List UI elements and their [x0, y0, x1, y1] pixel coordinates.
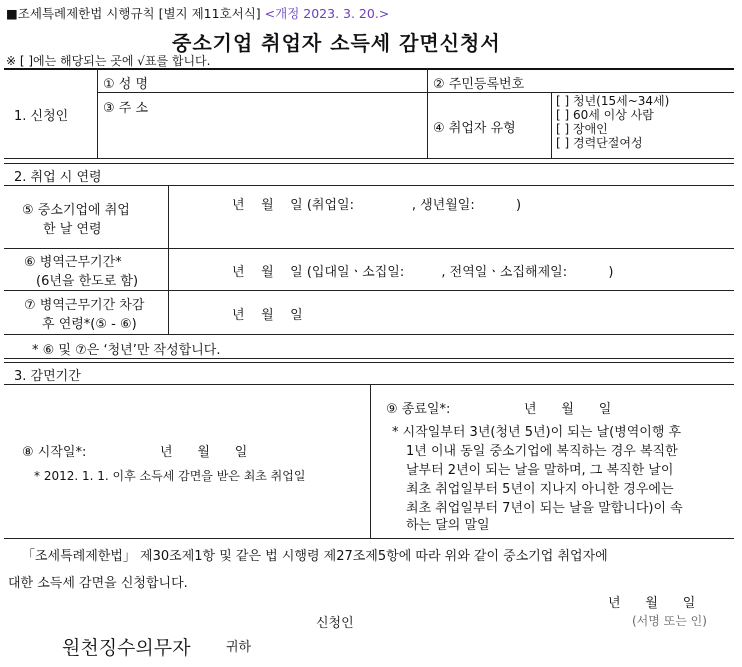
- worker-type-option-youth[interactable]: [ ] 청년(15세~34세): [556, 94, 670, 108]
- divider: [4, 358, 734, 359]
- rrn-field[interactable]: ② 주민등록번호: [433, 77, 525, 92]
- row7-label: ⑦ 병역근무기간 차감: [24, 298, 145, 313]
- worker-type-option-career-break-woman[interactable]: [ ] 경력단절여성: [556, 136, 643, 150]
- row6-label: ⑥ 병역근무기간*: [24, 255, 122, 270]
- end-date-note: 최초 취업일부터 7년이 되는 날을 말합니다)이 속: [406, 501, 683, 516]
- checkbox-instruction: ※ [ ]에는 해당되는 곳에 √표를 합니다.: [6, 54, 211, 68]
- divider: [97, 92, 734, 93]
- end-date-note: 최초 취업일부터 5년이 지나지 아니한 경우에는: [406, 482, 674, 497]
- divider: [4, 334, 734, 335]
- end-date-field[interactable]: 년 월 일: [524, 402, 612, 417]
- worker-type-label: ④ 취업자 유형: [433, 121, 516, 136]
- divider: [4, 158, 734, 159]
- column-line: [427, 68, 428, 158]
- section2-note: * ⑥ 및 ⑦은 ‘청년’만 작성합니다.: [32, 343, 221, 358]
- divider: [4, 538, 734, 539]
- start-date-label: ⑧ 시작일*:: [22, 445, 87, 460]
- row5-label: ⑤ 중소기업에 취업: [22, 203, 130, 218]
- recipient-label: 원천징수의무자: [62, 637, 191, 659]
- divider: [4, 185, 734, 186]
- end-date-note: 1년 이내 동일 중소기업에 복직하는 경우 복직한: [406, 444, 678, 459]
- row5-value-field[interactable]: 년 월 일 (취업일: , 생년월일: ): [232, 198, 522, 213]
- divider: [4, 384, 734, 385]
- address-field[interactable]: ③ 주 소: [103, 101, 149, 116]
- end-date-note: * 시작일부터 3년(청년 5년)이 되는 날(병역이행 후: [392, 425, 682, 440]
- divider: [4, 290, 734, 291]
- honorific: 귀하: [226, 640, 252, 655]
- top-border: [4, 68, 734, 70]
- end-date-note: 날부터 2년이 되는 날을 말하며, 그 복직한 날이: [406, 463, 674, 478]
- row7-label: 후 연령*(⑤ - ⑥): [42, 317, 137, 332]
- form-title: 중소기업 취업자 소득세 감면신청서: [172, 31, 501, 55]
- worker-type-option-disabled[interactable]: [ ] 장애인: [556, 122, 608, 136]
- row6-label: (6년을 한도로 함): [36, 274, 139, 289]
- worker-type-option-senior[interactable]: [ ] 60세 이상 사람: [556, 108, 654, 122]
- law-reference: ■조세특례제한법 시행규칙 [별지 제11호서식]: [6, 6, 261, 21]
- end-date-label: ⑨ 종료일*:: [386, 402, 451, 417]
- signing-date-field[interactable]: 년 월 일: [608, 596, 696, 611]
- applicant-label: 신청인: [316, 616, 354, 631]
- start-date-field[interactable]: 년 월 일: [160, 445, 248, 460]
- start-date-note: * 2012. 1. 1. 이후 소득세 감면을 받은 최초 취업일: [34, 469, 306, 483]
- revision-date: <개정 2023. 3. 20.>: [264, 6, 390, 21]
- name-field[interactable]: ① 성 명: [103, 77, 149, 92]
- declaration-text: 「조세특례제한법」 제30조제1항 및 같은 법 시행령 제27조제5항에 따라 위와 같이 중소기업 취업자에: [22, 549, 608, 564]
- end-date-note: 하는 달의 말일: [406, 518, 490, 533]
- divider: [4, 163, 734, 164]
- column-line: [551, 92, 552, 158]
- row6-value-field[interactable]: 년 월 일 (입대일ㆍ소집일: , 전역일ㆍ소집해제일: ): [232, 265, 614, 280]
- section1-label: 1. 신청인: [14, 109, 69, 124]
- declaration-text: 대한 소득세 감면을 신청합니다.: [8, 576, 188, 591]
- column-line: [370, 384, 371, 538]
- column-line: [168, 185, 169, 334]
- row7-value-field[interactable]: 년 월 일: [232, 308, 303, 323]
- section2-label: 2. 취업 시 연령: [14, 170, 102, 185]
- row5-label: 한 날 연령: [43, 222, 102, 237]
- divider: [4, 362, 734, 363]
- form-reference: [6, 4, 389, 22]
- section3-label: 3. 감면기간: [14, 369, 81, 384]
- signature-field[interactable]: (서명 또는 인): [632, 614, 707, 628]
- column-line: [97, 68, 98, 158]
- divider: [4, 248, 734, 249]
